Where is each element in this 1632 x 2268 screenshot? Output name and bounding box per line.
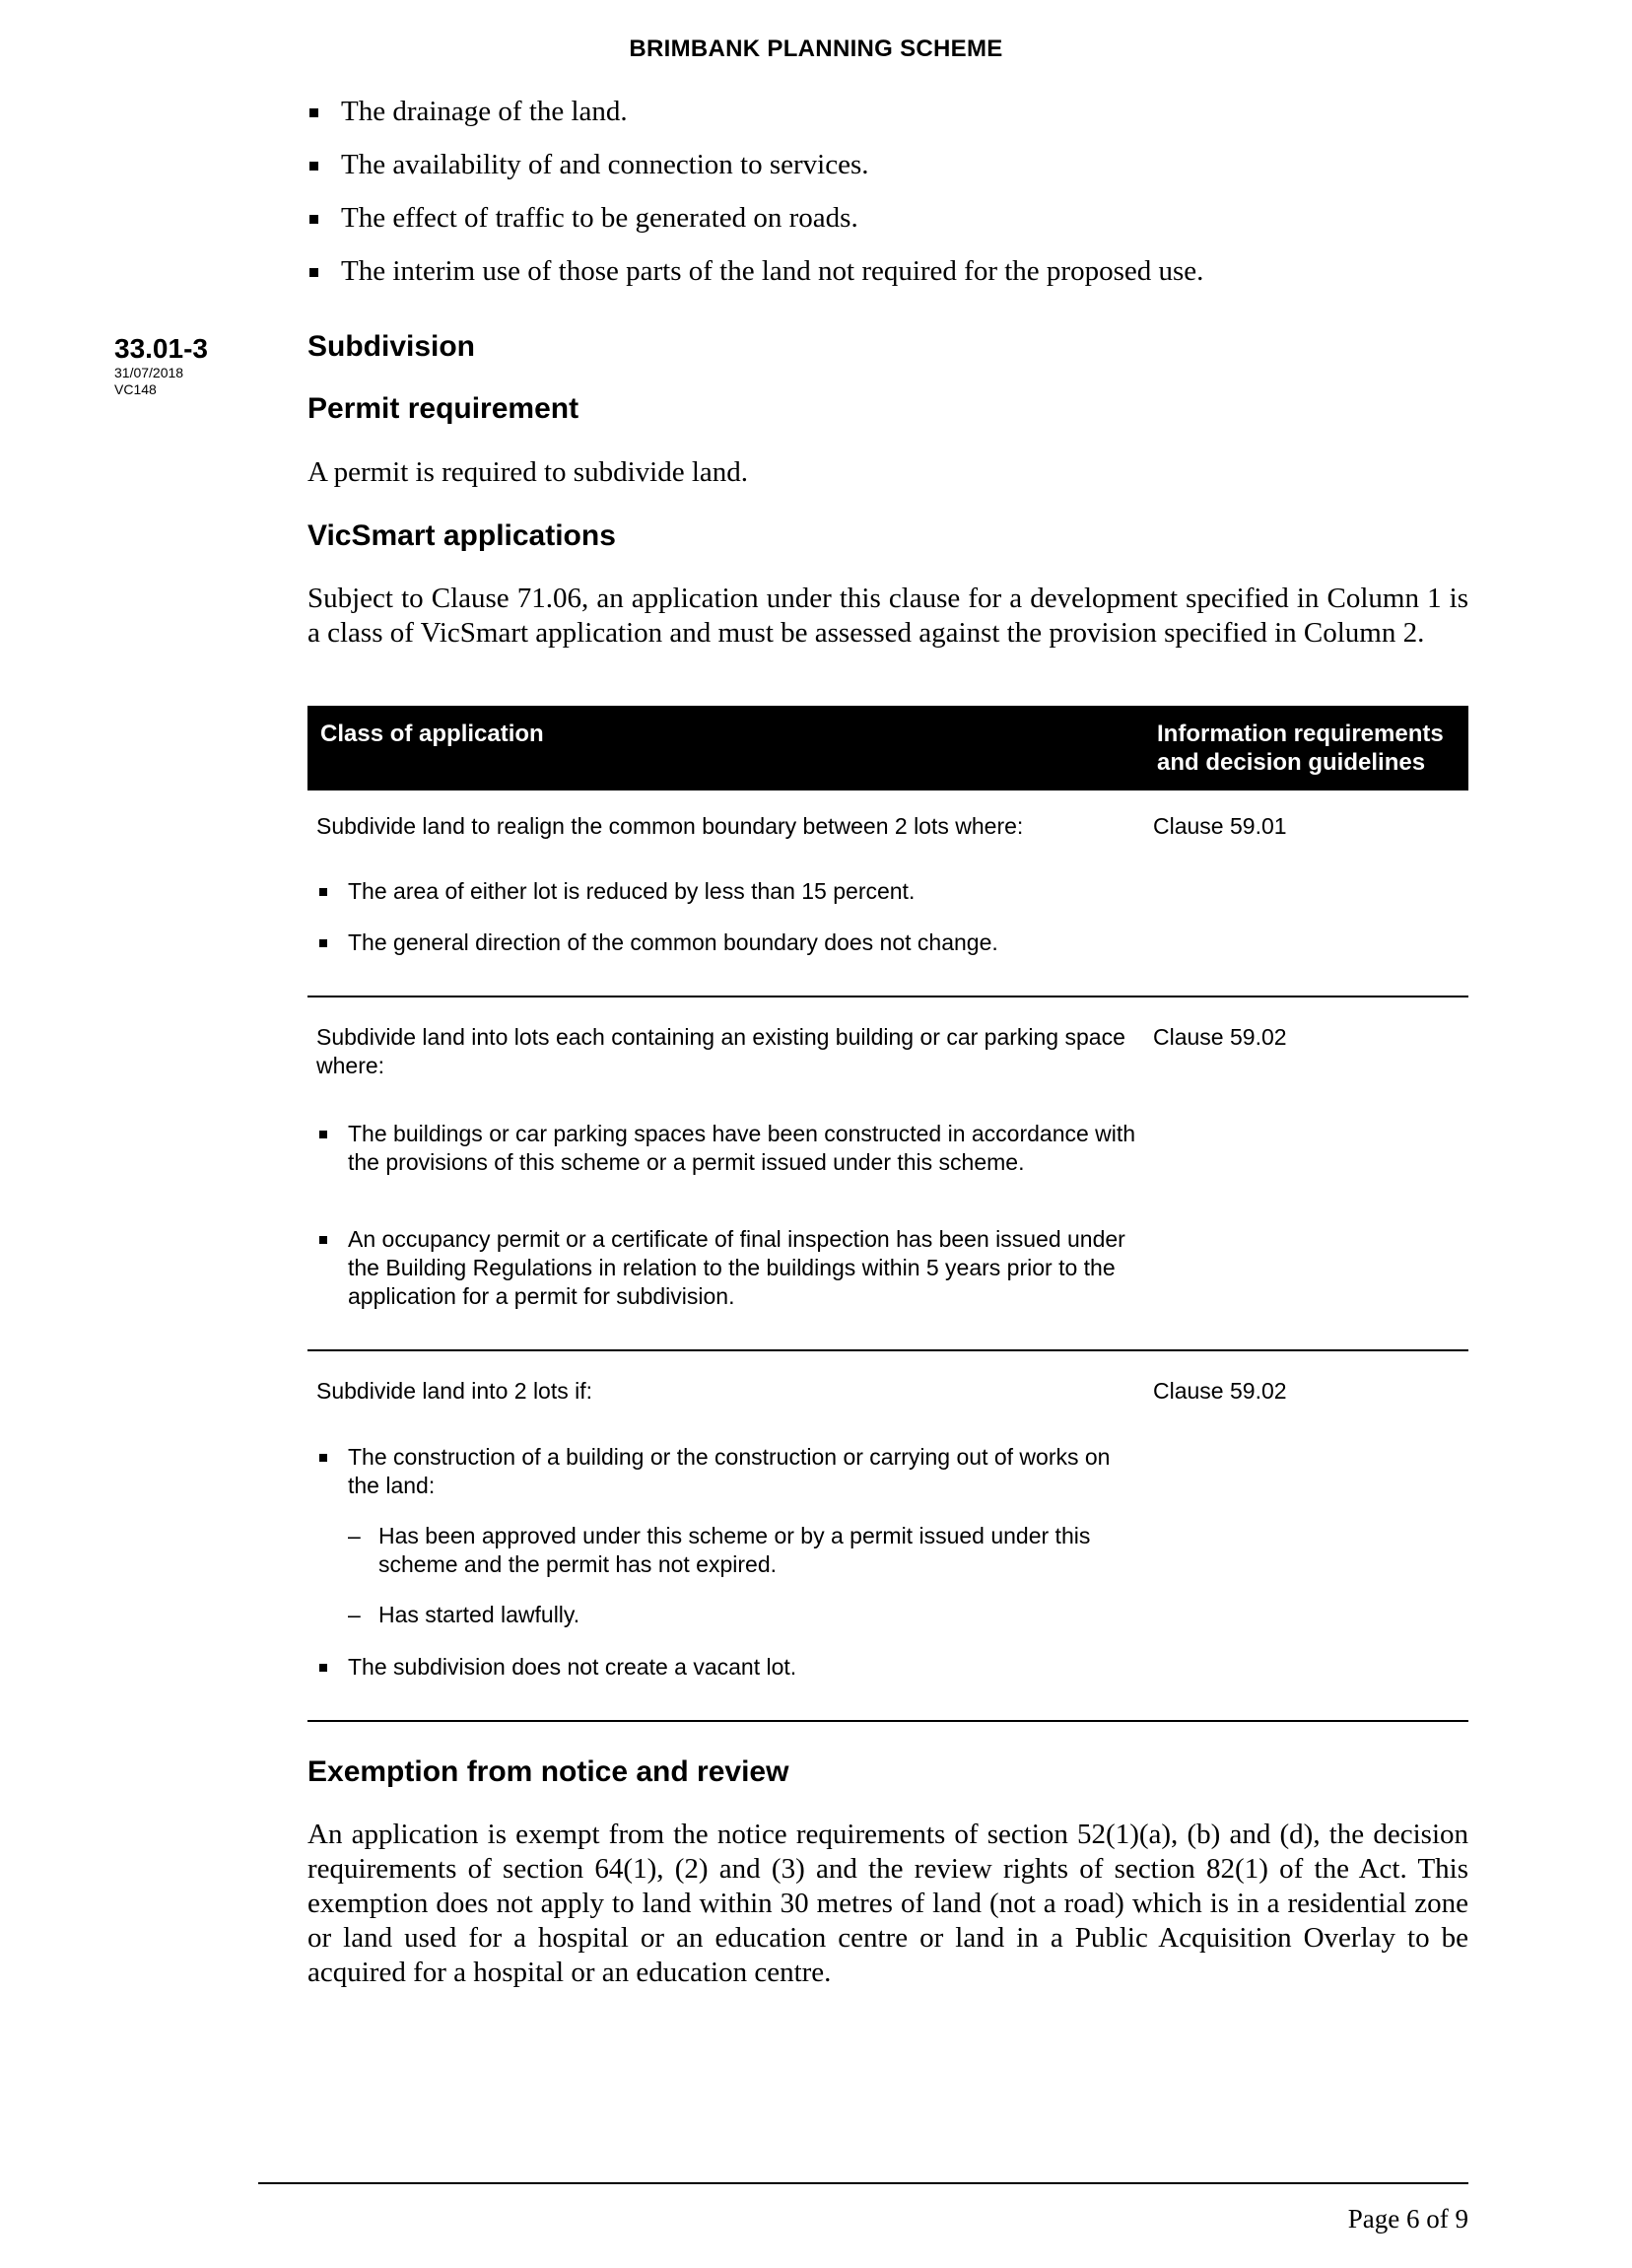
- table-row-2-intro: Subdivide land into lots each containing an existing building or car parking space where:: [316, 1024, 1125, 1078]
- page-number: Page 6 of 9: [1347, 2204, 1468, 2234]
- list-item: The interim use of those parts of the land not required for the proposed use.: [306, 254, 1468, 308]
- table-divider: [307, 1349, 1468, 1351]
- list-item: The effect of traffic to be generated on roads.: [306, 201, 1468, 254]
- clause-margin-note: [114, 333, 208, 398]
- table-row-3-intro: Subdivide land into 2 lots if:: [316, 1378, 593, 1404]
- table-row-2-clause: Clause 59.02: [1153, 1024, 1287, 1050]
- table-header-info: Information requirements and decision guidelines: [1157, 721, 1444, 776]
- list-item: The buildings or car parking spaces have been constructed in accordance with the provisions of this scheme or a permit issued under this scheme.: [316, 1120, 1156, 1177]
- list-item: The construction of a building or the construction or carrying out of works on the land:: [316, 1443, 1126, 1500]
- table-row-1-clause: Clause 59.01: [1153, 813, 1287, 839]
- clause-amendment: VC148: [114, 381, 157, 397]
- exemption-text: An application is exempt from the notice requirements of section 52(1)(a), (b) and (d), the decision requirements of section 64(1), (2) and (3) and the review rights of section 82(1) of the Act. This exemption does not apply to land within 30 metres of land (not a road) which is in a residential zone or land used for a hospital or an education centre or land in a Public Acquisition Overlay to be acquired for a hospital or an education centre.: [307, 1819, 1468, 1988]
- bullet-square-icon: [319, 1454, 327, 1462]
- list-item: The general direction of the common boundary does not change.: [316, 928, 1146, 957]
- clause-date: 31/07/2018: [114, 365, 184, 380]
- table-divider: [307, 1720, 1468, 1722]
- bullet-square-icon: [309, 268, 318, 277]
- intro-bullet-list: [306, 95, 1468, 308]
- list-item: The drainage of the land.: [306, 95, 1468, 148]
- bullet-square-icon: [319, 1236, 327, 1244]
- clause-number: 33.01-3: [114, 333, 208, 364]
- sub-list-item: – Has started lawfully.: [348, 1602, 580, 1627]
- vicsmart-heading: VicSmart applications: [307, 519, 616, 552]
- sub-list-item: – Has been approved under this scheme or by a permit issued under this scheme and the permit has not expired.: [348, 1523, 1091, 1577]
- bullet-square-icon: [309, 215, 318, 224]
- bullet-square-icon: [309, 162, 318, 171]
- permit-heading: Permit requirement: [307, 392, 579, 425]
- table-divider: [307, 996, 1468, 997]
- table-header-class: Class of application: [320, 721, 544, 747]
- list-item: The subdivision does not create a vacant lot.: [316, 1653, 1146, 1682]
- table-header: [307, 706, 1468, 790]
- bullet-square-icon: [319, 939, 327, 947]
- clause-title: Subdivision: [307, 330, 476, 363]
- list-item: The area of either lot is reduced by less than 15 percent.: [316, 877, 1146, 906]
- table-row-3-clause: Clause 59.02: [1153, 1378, 1287, 1404]
- page-header: BRIMBANK PLANNING SCHEME: [629, 35, 1003, 62]
- bullet-square-icon: [309, 108, 318, 117]
- bullet-square-icon: [319, 1664, 327, 1672]
- list-item: The availability of and connection to services.: [306, 148, 1468, 201]
- exemption-heading: Exemption from notice and review: [307, 1755, 789, 1788]
- footer-divider: [258, 2182, 1468, 2184]
- permit-text: A permit is required to subdivide land.: [307, 456, 749, 488]
- bullet-square-icon: [319, 1131, 327, 1138]
- table-row-1-intro: Subdivide land to realign the common boundary between 2 lots where:: [316, 813, 1024, 839]
- vicsmart-text: Subject to Clause 71.06, an application under this clause for a development specified in Column 1 is a class of VicSmart application and must be assessed against the provision specified in Column 2.: [307, 583, 1468, 649]
- bullet-square-icon: [319, 888, 327, 896]
- list-item: An occupancy permit or a certificate of final inspection has been issued under the Building Regulations in relation to the buildings within 5 years prior to the application for a permit for subdivision.: [316, 1225, 1156, 1311]
